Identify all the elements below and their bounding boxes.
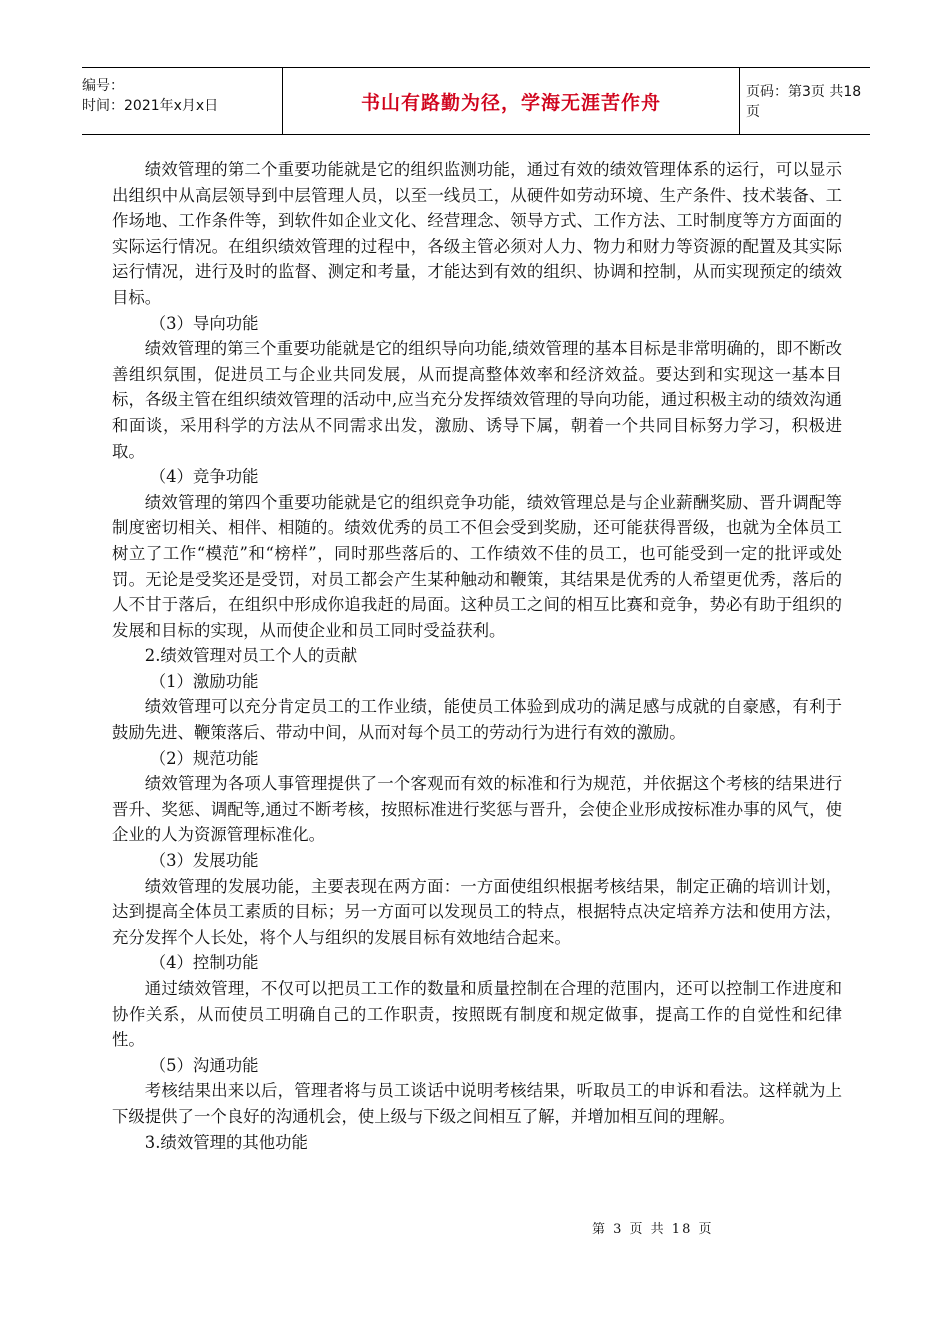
header-page-info: 页码：第3页 共18页 [746, 84, 862, 120]
paragraph: 通过绩效管理，不仅可以把员工工作的数量和质量控制在合理的范围内，还可以控制工作进度和协作关系，从而使员工明确自己的工作职责，按照既有制度和规定做事，提高工作的自觉性和纪律性。 [112, 979, 842, 1050]
section-heading: （2）规范功能 [149, 748, 259, 768]
paragraph: 3.绩效管理的其他功能 [144, 1132, 308, 1152]
document-number-label: 编号： [82, 78, 124, 94]
header-meta [82, 68, 282, 134]
section-heading: （3）导向功能 [149, 313, 259, 333]
paragraph: 绩效管理的发展功能，主要表现在两方面：一方面使组织根据考核结果，制定正确的培训计划，达到提高全体员工素质的目标；另一方面可以发现员工的特点，根据特点决定培养方法和使用方法，充分发挥个人长处，将个人与组织的发展目标有效地结合起来。 [112, 876, 842, 947]
document-time-label: 时间：2021年x月x日 [82, 98, 219, 114]
section-heading: （1）激励功能 [149, 671, 259, 691]
paragraph: 绩效管理的第四个重要功能就是它的组织竞争功能，绩效管理总是与企业薪酬奖励、晋升调配等制度密切相关、相伴、相随的。绩效优秀的员工不但会受到奖励，还可能获得晋级，也就为全体员工树立了工作“模范”和“榜样”，同时那些落后的、工作绩效不佳的员工，也可能受到一定的批评或处罚。无论是受奖还是受罚，对员工都会产生某种触动和鞭策，其结果是优秀的人希望更优秀，落后的人不甘于落后，在组织中形成你追我赶的局面。这种员工之间的相互比赛和竞争，势必有助于组织的发展和目标的实现，从而使企业和员工同时受益获利。 [112, 492, 842, 640]
paragraph: 绩效管理的第三个重要功能就是它的组织导向功能,绩效管理的基本目标是非常明确的，即不断改善组织氛围，促进员工与企业共同发展，从而提高整体效率和经济效益。要达到和实现这一基本目标，各级主管在组织绩效管理的活动中,应当充分发挥绩效管理的导向功能，通过积极主动的绩效沟通和面谈，采用科学的方法从不同需求出发，激励、诱导下属，朝着一个共同目标努力学习，积极进取。 [112, 339, 842, 461]
section-heading: （5）沟通功能 [149, 1055, 259, 1075]
paragraph: 绩效管理为各项人事管理提供了一个客观而有效的标准和行为规范，并依据这个考核的结果进行晋升、奖惩、调配等,通过不断考核，按照标准进行奖惩与晋升，会使企业形成按标准办事的风气，使企业的人为资源管理标准化。 [112, 774, 842, 845]
section-heading: （3）发展功能 [149, 851, 259, 871]
document-body [112, 157, 842, 1155]
section-heading: （4）竞争功能 [149, 467, 259, 487]
page-footer: 第 3 页 共 18 页 [592, 1222, 714, 1237]
paragraph: 考核结果出来以后，管理者将与员工谈话中说明考核结果，听取员工的申诉和看法。这样就为上下级提供了一个良好的沟通机会，使上级与下级之间相互了解，并增加相互间的理解。 [112, 1081, 842, 1126]
header-motto-cell [282, 68, 740, 134]
paragraph: 绩效管理可以充分肯定员工的工作业绩，能使员工体验到成功的满足感与成就的自豪感，有利于鼓励先进、鞭策落后、带动中间，从而对每个员工的劳动行为进行有效的激励。 [112, 697, 842, 743]
section-heading: （4）控制功能 [149, 953, 259, 973]
header-motto: 书山有路勤为径，学海无涯苦作舟 [360, 91, 661, 114]
paragraph: 绩效管理的第二个重要功能就是它的组织监测功能，通过有效的绩效管理体系的运行，可以显示出组织中从高层领导到中层管理人员，以至一线员工，从硬件如劳动环境、生产条件、技术装备、工作场地、工作条件等，到软件如企业文化、经营理念、领导方式、工作方法、工时制度等方方面面的实际运行情况。在组织绩效管理的过程中，各级主管必须对人力、物力和财力等资源的配置及其实际运行情况，进行及时的监督、测定和考量，才能达到有效的组织、协调和控制，从而实现预定的绩效目标。 [112, 160, 842, 307]
paragraph: 2.绩效管理对员工个人的贡献 [144, 646, 358, 666]
page-header [82, 67, 870, 135]
